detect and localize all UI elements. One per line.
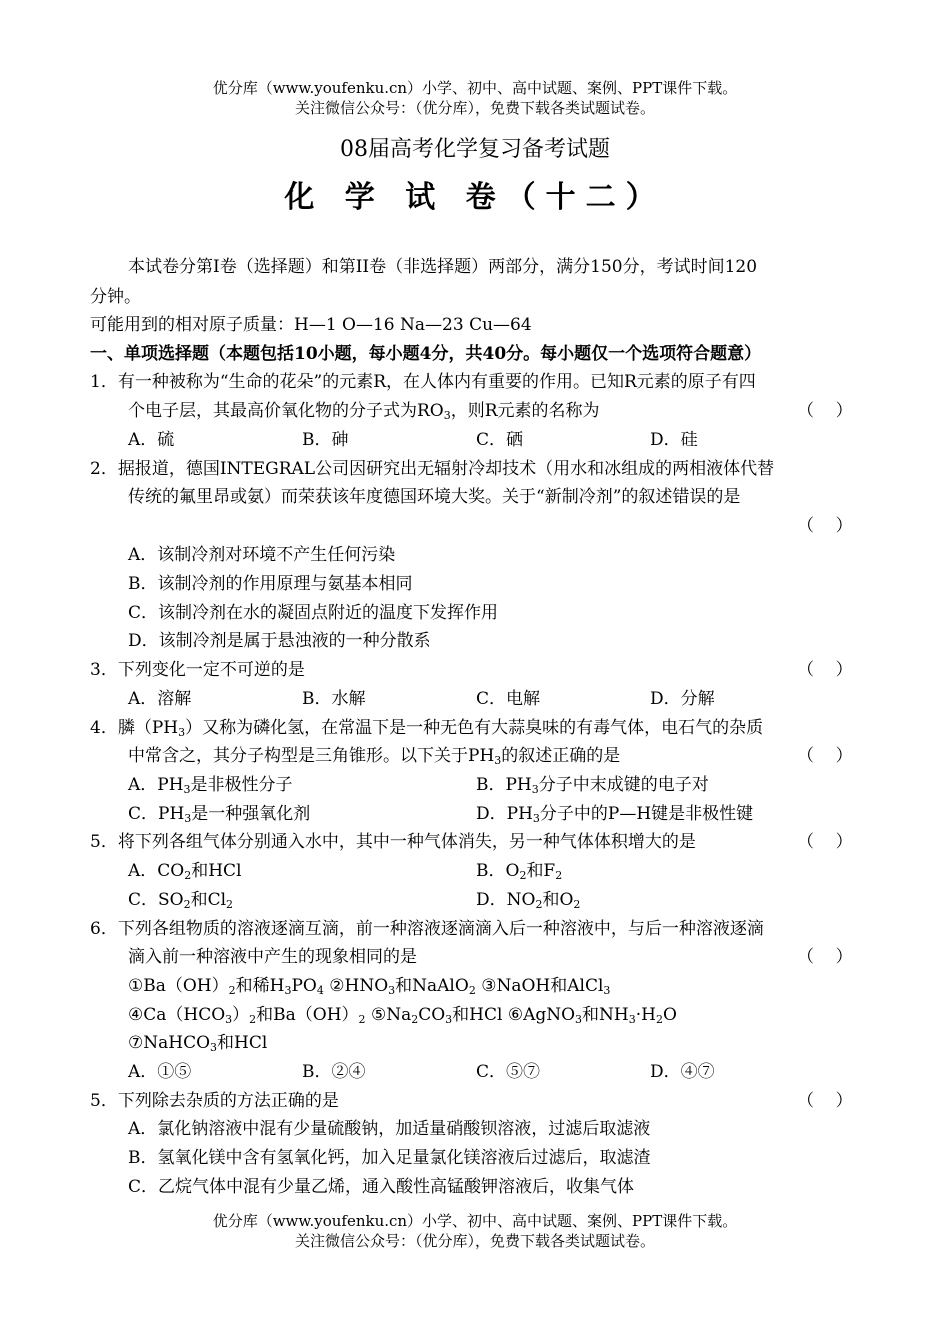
exam-title: 化 学 试 卷（十二）	[284, 180, 666, 215]
q6-reagents-row-1: $①Ba(OH)_2$和稀$H_3PO_4$ $②HNO_3$和NaAlO$_2$ ③NaOH和AlCl$_3$	[128, 976, 611, 997]
q1-option-c[interactable]: C．硒	[476, 430, 524, 450]
q6-stem-line-2: 滴入前一种溶液中产生的现象相同的是	[128, 947, 417, 967]
q5-option-c[interactable]: C．$SO_2$和$Cl_2$	[128, 890, 234, 911]
q6-stem-line-1: 6．下列各组物质的溶液逐滴互滴，前一种溶液逐滴滴入后一种溶液中，与后一种溶液逐滴	[90, 919, 764, 939]
section-1-heading: 一、单项选择题（本题包括10小题，每小题4分，共40分。每小题仅一个选项符合题意）	[90, 344, 762, 364]
header-line-1: 优分库（www.youfenku.cn）小学、初中、高中试题、案例、PPT课件下载。	[212, 79, 738, 97]
q6-reagents-row-3: ⑦NaHCO$_3$和HCl	[128, 1033, 268, 1054]
footer-line-2: 关注微信公众号：（优分库），免费下载各类试题试卷。	[294, 1232, 655, 1250]
q3-option-d[interactable]: D．分解	[650, 689, 715, 709]
intro-line-1: 本试卷分第I卷（选择题）和第II卷（非选择题）两部分，满分150分，考试时间120	[128, 257, 758, 277]
q1-option-d[interactable]: D．硅	[650, 430, 698, 450]
q4-option-c[interactable]: C．$PH_3$是一种强氧化剂	[128, 804, 311, 825]
q4-option-d[interactable]: D．$PH_3$分子中的P—H键是非极性键	[476, 804, 754, 825]
q7-option-c[interactable]: C．乙烷气体中混有少量乙烯，通入酸性高锰酸钾溶液后，收集气体	[128, 1177, 635, 1197]
q6-option-c[interactable]: C．⑤⑦	[476, 1062, 541, 1082]
q1-option-b[interactable]: B．砷	[302, 430, 349, 450]
q3-option-b[interactable]: B．水解	[302, 689, 366, 709]
q2-stem-line-1: 2．据报道，德国INTEGRAL公司因研究出无辐射冷却技术（用水和冰组成的两相液体代替	[90, 459, 775, 479]
q1-option-a[interactable]: A．硫	[128, 430, 175, 450]
q1-answer-blank[interactable]: （ ）	[797, 401, 853, 421]
q2-option-c[interactable]: C．该制冷剂在水的凝固点附近的温度下发挥作用	[128, 603, 499, 623]
atomic-masses: 可能用到的相对原子质量：H—1 O—16 Na—23 Cu—64	[90, 315, 532, 335]
q7-option-b[interactable]: B．氢氧化镁中含有氢氧化钙，加入足量氯化镁溶液后过滤后，取滤渣	[128, 1148, 651, 1168]
q2-stem-line-2: 传统的氟里昂或氨）而荣获该年度德国环境大奖。关于“新制冷剂”的叙述错误的是	[128, 487, 741, 507]
q7-stem: 5．下列除去杂质的方法正确的是	[90, 1091, 339, 1111]
q3-stem: 3．下列变化一定不可逆的是	[90, 660, 305, 680]
q5-option-d[interactable]: D．$NO_2$和$O_2$	[476, 890, 581, 911]
exam-subtitle: 08届高考化学复习备考试题	[340, 137, 610, 162]
q4-answer-blank[interactable]: （ ）	[797, 746, 853, 766]
q2-answer-blank[interactable]: （ ）	[797, 516, 853, 536]
q3-option-c[interactable]: C．电解	[476, 689, 541, 709]
q6-answer-blank[interactable]: （ ）	[797, 947, 853, 967]
q4-stem-line-1: 4．膦$(PH_3)$又称为磷化氢，在常温下是一种无色有大蒜臭味的有毒气体，电石气的杂质	[90, 718, 764, 739]
q5-stem: 5．将下列各组气体分别通入水中，其中一种气体消失，另一种气体体积增大的是	[90, 832, 696, 852]
intro-line-2: 分钟。	[90, 287, 141, 307]
q2-option-a[interactable]: A．该制冷剂对环境不产生任何污染	[128, 545, 396, 565]
q7-option-a[interactable]: A．氯化钠溶液中混有少量硫酸钠，加适量硝酸钡溶液，过滤后取滤液	[128, 1119, 651, 1139]
footer-line-1: 优分库（www.youfenku.cn）小学、初中、高中试题、案例、PPT课件下载。	[212, 1212, 738, 1230]
q6-reagents-row-2: $④Ca(HCO_3)_2$和$Ba(OH)_2$ $⑤Na_2CO_3$和HCl ⑥AgNO$_3$和$NH_3\cdot H_2O$	[128, 1005, 677, 1026]
q1-stem-line-1: 1．有一种被称为“生命的花朵”的元素R，在人体内有重要的作用。已知R元素的原子有四	[90, 372, 756, 392]
q1-stem-line-2: 个电子层，其最高价氧化物的分子式为$RO_3$，则R元素的名称为	[128, 401, 600, 422]
q5-option-b[interactable]: B．$O_2$和$F_2$	[476, 861, 563, 882]
q5-option-a[interactable]: A．$CO_2$和HCl	[128, 861, 242, 882]
q2-option-d[interactable]: D．该制冷剂是属于悬浊液的一种分散系	[128, 631, 431, 651]
q5-answer-blank[interactable]: （ ）	[797, 832, 853, 852]
q4-option-b[interactable]: B．$PH_3$分子中末成键的电子对	[476, 775, 709, 796]
q2-option-b[interactable]: B．该制冷剂的作用原理与氨基本相同	[128, 574, 413, 594]
header-line-2: 关注微信公众号：（优分库），免费下载各类试题试卷。	[294, 99, 655, 117]
q7-answer-blank[interactable]: （ ）	[797, 1091, 853, 1111]
q3-option-a[interactable]: A．溶解	[128, 689, 192, 709]
q6-option-a[interactable]: A．①⑤	[128, 1062, 192, 1082]
q6-option-b[interactable]: B．②④	[302, 1062, 366, 1082]
q3-answer-blank[interactable]: （ ）	[797, 660, 853, 680]
q4-option-a[interactable]: A．$PH_3$是非极性分子	[128, 775, 293, 796]
q6-option-d[interactable]: D．④⑦	[650, 1062, 715, 1082]
q4-stem-line-2: 中常含之，其分子构型是三角锥形。以下关于$PH_3$的叙述正确的是	[128, 746, 621, 767]
